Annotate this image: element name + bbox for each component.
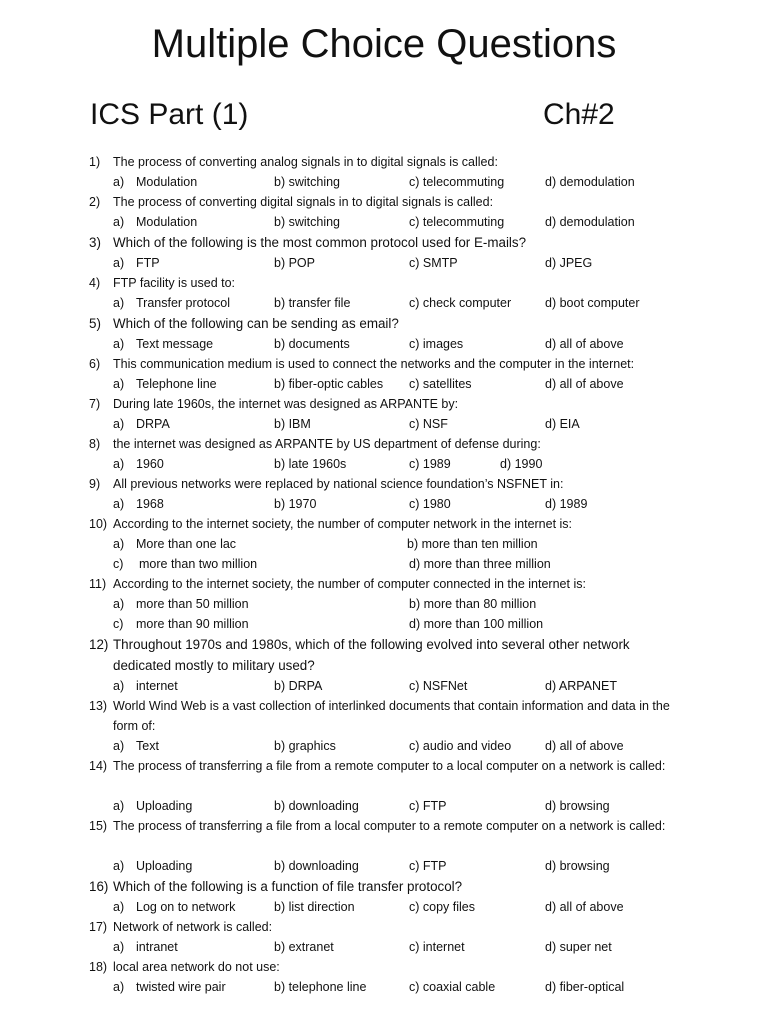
option-c: c) check computer [409, 296, 512, 310]
option-d: d) all of above [545, 377, 624, 391]
chapter-title: Ch#2 [543, 98, 615, 131]
question-9 [0, 474, 768, 494]
options-2 [0, 212, 768, 232]
options-3 [0, 253, 768, 273]
option-c-letter: c) [113, 617, 124, 631]
question-18 [0, 957, 768, 977]
option-a: 1968 [136, 497, 164, 511]
option-c: c) images [409, 337, 464, 351]
question-text: Which of the following is the most common protocol used for E-mails? [113, 235, 527, 250]
option-d: d) more than three million [409, 557, 551, 571]
option-a-letter: a) [113, 175, 125, 189]
question-list [0, 152, 768, 997]
option-b: b) IBM [274, 417, 311, 431]
option-c: c) 1980 [409, 497, 451, 511]
question-16 [0, 876, 768, 897]
question-number: 8) [89, 437, 101, 451]
question-text: All previous networks were replaced by national science foundation’s NSFNET in: [113, 477, 564, 491]
option-b: b) more than 80 million [409, 597, 537, 611]
question-text: FTP facility is used to: [113, 276, 236, 290]
options-6 [0, 374, 768, 394]
option-b: b) switching [274, 175, 340, 189]
question-number: 10) [89, 517, 108, 531]
question-number: 15) [89, 819, 108, 833]
option-b: b) DRPA [274, 679, 323, 693]
question-5 [0, 313, 768, 334]
option-c: c) telecommuting [409, 175, 505, 189]
option-a: Transfer protocol [136, 296, 231, 310]
option-a-letter: a) [113, 215, 125, 229]
options-12 [0, 676, 768, 696]
option-a-letter: a) [113, 417, 125, 431]
option-a: Text message [136, 337, 214, 351]
question-text: local area network do not use: [113, 960, 280, 974]
option-c: c) satellites [409, 377, 472, 391]
option-d: d) all of above [545, 337, 624, 351]
option-a-letter: a) [113, 256, 125, 270]
option-a-letter: a) [113, 980, 125, 994]
options-18 [0, 977, 768, 997]
option-c: more than 90 million [136, 617, 249, 631]
option-b: b) list direction [274, 900, 355, 914]
option-d: d) 1990 [500, 457, 543, 471]
option-d: d) ARPANET [545, 679, 618, 693]
question-15 [0, 816, 768, 856]
option-b: b) fiber-optic cables [274, 377, 384, 391]
option-a-letter: a) [113, 597, 125, 611]
options-5 [0, 334, 768, 354]
options-13 [0, 736, 768, 756]
option-b: b) late 1960s [274, 457, 347, 471]
option-d: d) demodulation [545, 175, 635, 189]
option-c: c) NSF [409, 417, 448, 431]
question-text: The process of transferring a file from a local computer to a remote computer on a network is called: [113, 819, 666, 833]
option-b: b) downloading [274, 859, 359, 873]
option-a-letter: a) [113, 900, 125, 914]
option-b: b) 1970 [274, 497, 317, 511]
option-d: d) demodulation [545, 215, 635, 229]
option-a-letter: a) [113, 457, 125, 471]
question-text: According to the internet society, the number of computer network in the internet is: [113, 517, 573, 531]
question-text: the internet was designed as ARPANTE by US department of defense during: [113, 437, 541, 451]
question-number: 2) [89, 195, 101, 209]
option-d: d) EIA [545, 417, 580, 431]
options-4 [0, 293, 768, 313]
option-a: Uploading [136, 799, 193, 813]
options-9 [0, 494, 768, 514]
question-3 [0, 232, 768, 253]
option-c: c) FTP [409, 799, 447, 813]
option-c: c) internet [409, 940, 465, 954]
option-c: c) 1989 [409, 457, 451, 471]
question-text: Network of network is called: [113, 920, 273, 934]
option-b: b) switching [274, 215, 340, 229]
question-number: 6) [89, 357, 101, 371]
option-d: d) all of above [545, 900, 624, 914]
options-16 [0, 897, 768, 917]
question-text: The process of converting digital signals in to digital signals is called: [113, 195, 494, 209]
question-number: 4) [89, 276, 101, 290]
question-number: 9) [89, 477, 101, 491]
question-4 [0, 273, 768, 293]
option-a: internet [136, 679, 178, 693]
option-a: intranet [136, 940, 178, 954]
option-a: DRPA [136, 417, 170, 431]
question-text: World Wind Web is a vast collection of interlinked documents that contain information and data in the form of: [113, 699, 670, 733]
option-d: d) fiber-optical [545, 980, 625, 994]
question-number: 3) [89, 235, 101, 250]
options-11-cd [0, 614, 768, 634]
question-number: 14) [89, 759, 108, 773]
option-a-letter: a) [113, 497, 125, 511]
option-b: b) telephone line [274, 980, 367, 994]
option-a-letter: a) [113, 940, 125, 954]
option-a-letter: a) [113, 859, 125, 873]
option-a: Uploading [136, 859, 193, 873]
option-a: Log on to network [136, 900, 236, 914]
question-number: 13) [89, 699, 108, 713]
question-text: Which of the following can be sending as email? [113, 316, 399, 331]
options-1 [0, 172, 768, 192]
option-b: b) documents [274, 337, 350, 351]
options-8 [0, 454, 768, 474]
options-10-cd [0, 554, 768, 574]
option-d: d) browsing [545, 859, 610, 873]
option-d: d) super net [545, 940, 612, 954]
option-c-letter: c) [113, 557, 124, 571]
options-11-ab [0, 594, 768, 614]
question-text: During late 1960s, the internet was designed as ARPANTE by: [113, 397, 459, 411]
option-a-letter: a) [113, 799, 125, 813]
option-a-letter: a) [113, 296, 125, 310]
question-14 [0, 756, 768, 796]
question-text: This communication medium is used to connect the networks and the computer in the internet: [113, 357, 635, 371]
options-15 [0, 856, 768, 876]
option-b: b) extranet [274, 940, 334, 954]
option-a: Telephone line [136, 377, 217, 391]
question-number: 16) [89, 879, 109, 894]
question-text: Throughout 1970s and 1980s, which of the following evolved into several other network dedicated mostly to military used? [113, 637, 630, 673]
question-text: Which of the following is a function of file transfer protocol? [113, 879, 463, 894]
question-6 [0, 354, 768, 374]
question-11 [0, 574, 768, 594]
option-b: b) POP [274, 256, 315, 270]
options-17 [0, 937, 768, 957]
option-c: c) SMTP [409, 256, 458, 270]
question-text: According to the internet society, the number of computer connected in the internet is: [113, 577, 586, 591]
option-a-letter: a) [113, 337, 125, 351]
option-b: b) graphics [274, 739, 336, 753]
option-d: d) more than 100 million [409, 617, 544, 631]
question-number: 11) [89, 577, 107, 591]
page-title: Multiple Choice Questions [151, 22, 617, 66]
option-c: more than two million [139, 557, 258, 571]
option-a: twisted wire pair [136, 980, 226, 994]
option-d: d) boot computer [545, 296, 640, 310]
option-c: c) FTP [409, 859, 447, 873]
option-a: more than 50 million [136, 597, 249, 611]
question-12 [0, 634, 768, 676]
option-d: d) JPEG [545, 256, 593, 270]
options-10-ab [0, 534, 768, 554]
option-a: Text [136, 739, 159, 753]
question-number: 12) [89, 637, 109, 652]
option-a: 1960 [136, 457, 164, 471]
option-c: c) telecommuting [409, 215, 505, 229]
question-text: The process of transferring a file from a remote computer to a local computer on a network is called: [113, 759, 666, 773]
question-number: 7) [89, 397, 101, 411]
course-title: ICS Part (1) [90, 98, 249, 131]
option-c: c) NSFNet [409, 679, 468, 693]
question-number: 1) [89, 155, 101, 169]
option-a: Modulation [136, 215, 198, 229]
question-number: 17) [89, 920, 108, 934]
option-d: d) all of above [545, 739, 624, 753]
option-d: d) browsing [545, 799, 610, 813]
question-7 [0, 394, 768, 414]
options-14 [0, 796, 768, 816]
option-b: b) downloading [274, 799, 359, 813]
option-b: b) more than ten million [407, 537, 538, 551]
option-a: Modulation [136, 175, 198, 189]
question-10 [0, 514, 768, 534]
options-7 [0, 414, 768, 434]
option-c: c) coaxial cable [409, 980, 496, 994]
option-d: d) 1989 [545, 497, 588, 511]
question-number: 5) [89, 316, 101, 331]
option-a: FTP [136, 256, 160, 270]
option-c: c) audio and video [409, 739, 512, 753]
question-13 [0, 696, 768, 736]
question-text: The process of converting analog signals in to digital signals is called: [113, 155, 498, 169]
question-1 [0, 152, 768, 172]
option-a-letter: a) [113, 739, 125, 753]
option-b: b) transfer file [274, 296, 351, 310]
question-number: 18) [89, 960, 108, 974]
question-8 [0, 434, 768, 454]
option-c: c) copy files [409, 900, 475, 914]
option-a-letter: a) [113, 537, 125, 551]
option-a: More than one lac [136, 537, 237, 551]
option-a-letter: a) [113, 679, 125, 693]
question-17 [0, 917, 768, 937]
option-a-letter: a) [113, 377, 125, 391]
question-2 [0, 192, 768, 212]
